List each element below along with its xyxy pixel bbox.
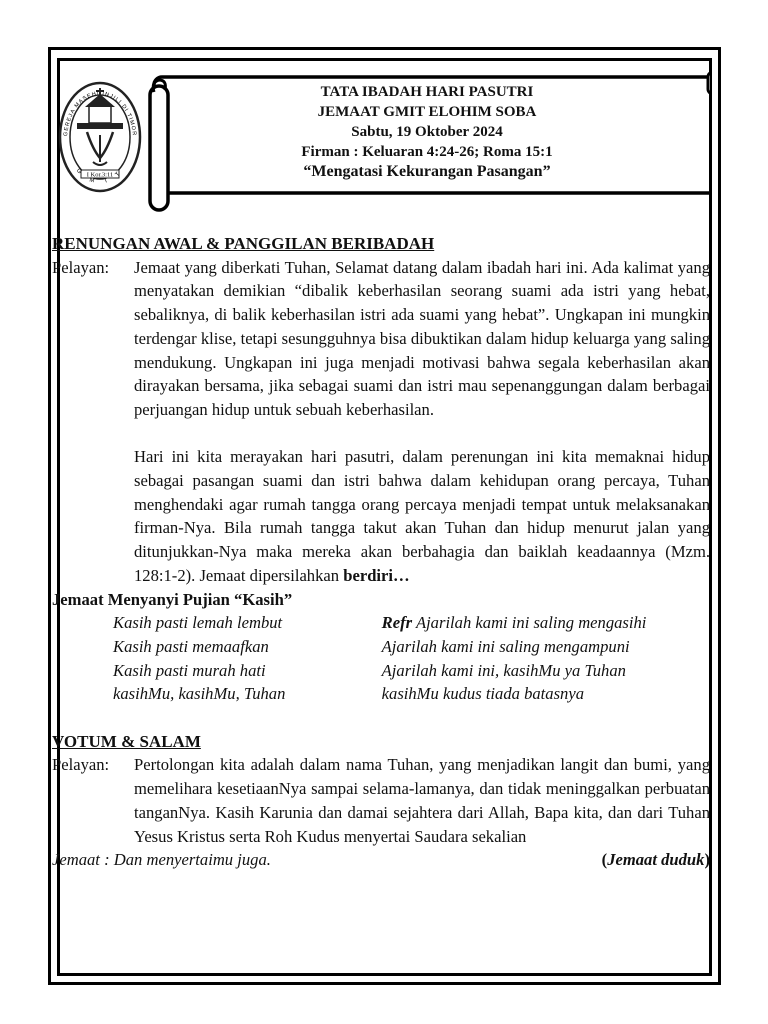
page-content — [52, 60, 710, 972]
renungan-text-1: Jemaat yang diberkati Tuhan, Selamat datang dalam ibadah hari ini. Ada kalimat yang menyatakan demikian “dibalik keberhasilan seorang suami ada istri yang hebat, sebaliknya, di balik keberhasilan istri ada suami yang hebat”. Ungkapan ini mungkin terdengar klise, tetapi sesungguhnya bisa dibuktikan dalam hidup keluarga yang saling mendukung. Ungkapan ini juga menjadi motivasi bahwa segala keberhasilan akan dirayakan bersama, jika sebagai suami dan istri mau sepenanggungan dalam berbagai perjuangan hidup untuk sebuah keberhasilan. — [134, 257, 710, 419]
lyric-line: kasihMu kudus tiada batasnya — [381, 684, 584, 704]
renungan-text-2: Hari ini kita merayakan hari pasutri, dalam perenungan ini kita memaknai hidup sebagai pasangan suami dan istri bahwa dalam kehidupan orang percaya, Tuhan menghendaki agar rumah tangga orang percaya menjadi tempat untuk melaksanakan firman-Nya. Bila rumah tangga takut akan Tuhan dan hidup menurut jalan yang ditunjukkan-Nya maka mereka akan berbahagia dan baiklah keadaannya (Mzm. 128:1-2). Jemaat dipersilahkan berdiri… — [134, 447, 710, 585]
header-congregation: JEMAAT GMIT ELOHIM SOBA — [317, 104, 537, 120]
lyric-line: Ajarilah kami ini saling mengampuni — [381, 636, 630, 656]
header-date: Sabtu, 19 Oktober 2024 — [351, 124, 503, 140]
header-scripture: Firman : Keluaran 4:24-26; Roma 15:1 — [301, 144, 553, 160]
section-title-renungan: RENUNGAN AWAL & PANGGILAN BERIBADAH — [52, 234, 435, 253]
votum-text: Pertolongan kita adalah dalam nama Tuhan, yang menjadikan langit dan bumi, yang memelihara kesetiaanNya sampai selama-lamanya, dan tidak meninggalkan perbuatan tanganNya. Kasih Karunia dan damai sejahtera dari Allah, Bapa kita, dan dari Tuhan Yesus Kristus serta Roh Kudus menyertai Saudara sekalian — [134, 755, 710, 846]
song-lyrics — [113, 611, 710, 706]
stand-instruction: Jemaat dipersilahkan — [199, 565, 340, 585]
congregation-response-row — [52, 848, 710, 872]
liturgy-body — [52, 232, 710, 872]
stand-instruction-bold: berdiri… — [343, 565, 410, 585]
logo-top-text: GEREJA MASEHI INJILI DI TIMOR — [63, 90, 137, 137]
renungan-paragraph — [52, 256, 710, 588]
section-title-votum: VOTUM & SALAM — [52, 731, 201, 751]
congregation-response: Jemaat : Dan menyertaimu juga. — [52, 850, 271, 870]
lyric-line: Kasih pasti murah hati — [113, 660, 266, 680]
header-theme: “Mengatasi Kekurangan Pasangan” — [303, 163, 551, 180]
lyric-line: Kasih pasti lemah lembut — [113, 613, 283, 633]
logo-verse: I Kor.3:11 — [86, 171, 114, 179]
lyric-line: Kasih pasti memaafkan — [113, 636, 269, 656]
header — [152, 82, 702, 182]
votum-paragraph — [52, 753, 710, 848]
sit-instruction: (Jemaat duduk) — [601, 850, 710, 870]
header-title: TATA IBADAH HARI PASUTRI — [320, 84, 534, 100]
lyric-line: Ajarilah kami ini, kasihMu ya Tuhan — [381, 660, 626, 680]
song-verse — [113, 611, 382, 706]
song-title: Jemaat Menyanyi Pujian “Kasih” — [52, 589, 293, 609]
lyric-line: kasihMu, kasihMu, Tuhan — [113, 684, 286, 704]
church-seal-icon — [57, 80, 143, 194]
speaker-label: Pelayan: — [52, 257, 110, 277]
speaker-label: Pelayan: — [52, 755, 110, 775]
song-refrain — [382, 611, 710, 706]
refrain-label: Refr — [381, 613, 413, 633]
logo-bottom-text: G M I T — [75, 167, 125, 186]
lyric-line: Refr Ajarilah kami ini saling mengasihi — [381, 613, 647, 633]
